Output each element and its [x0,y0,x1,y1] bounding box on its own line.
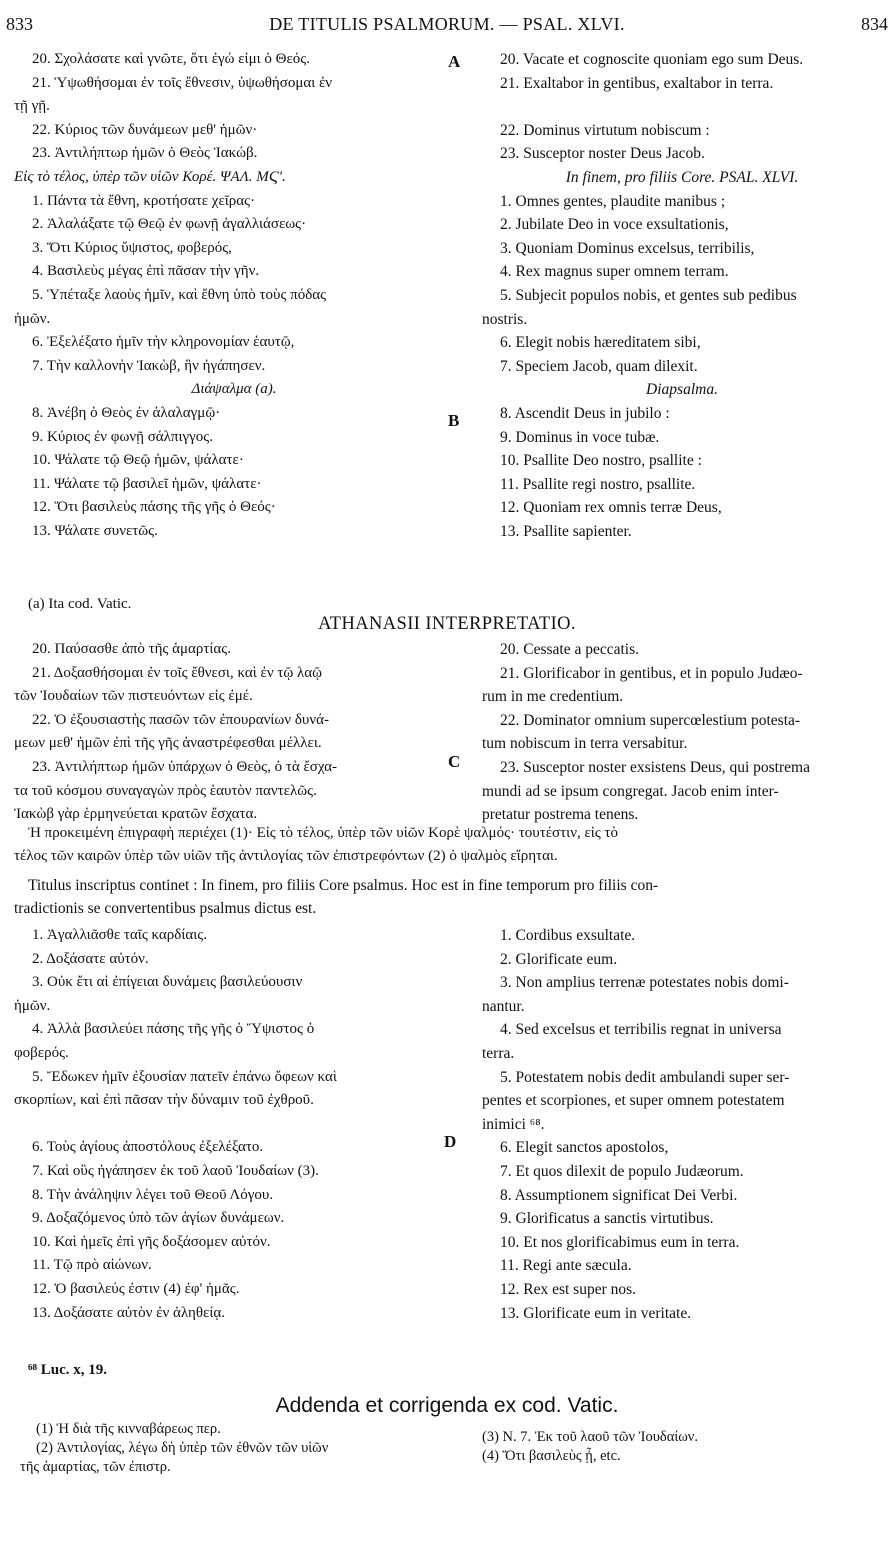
latin-interp-line: 20. Cessate a peccatis. [500,641,640,658]
addenda-item: (3) N. 7. Ἐκ τοῦ λαοῦ τῶν Ἰουδαίων. [482,1429,698,1445]
greek-column-2 [14,924,457,1325]
greek-verse: 7. Καὶ οὓς ἠγάπησεν ἐκ τοῦ λαοῦ Ἰουδαίων (3). [32,1162,319,1179]
greek-verse: 5. Ὑπέταξε λαοὺς ἡμῖν, καὶ ἔθνη ὑπὸ τοὺς πόδας [32,286,327,303]
latin-verse: 10. Psallite Deo nostro, psallite : [500,452,702,470]
latin-verse: 8. Assumptionem significat Dei Verbi. [500,1186,738,1204]
greek-verse: 11. Ψάλατε τῷ βασιλεῖ ἡμῶν, ψάλατε· [32,475,262,492]
note-a: (a) Ita cod. Vatic. [28,596,132,612]
margin-marker-a: A [448,52,461,71]
greek-interp-line: 22. Ὁ ἐξουσιαστὴς πασῶν τῶν ἐπουρανίων δυνά- [32,711,329,728]
greek-interp-line: μεων μεθ' ἡμῶν ἐπὶ τῆς γῆς ἀναστρέφεσθαι μέλλει. [14,735,322,752]
greek-verse: 21. Ὑψωθήσομαι ἐν τοῖς ἔθνεσιν, ὑψωθήσομαι ἐν [32,74,333,91]
addenda-item-cont: τῆς ἁμαρτίας, τῶν ἐπιστρ. [20,1459,171,1475]
greek-interp-line: τῶν Ἰουδαίων τῶν πιστευόντων εἰς ἐμέ. [14,688,253,705]
greek-interpretation-column [14,638,454,827]
latin-verse: 3. Non amplius terrenæ potestates nobis domi- [500,974,789,992]
latin-verse: 9. Dominus in voce tubæ. [500,428,660,446]
latin-interp-line: 23. Susceptor noster exsistens Deus, qui postrema [500,758,810,776]
latin-verse: 21. Exaltabor in gentibus, exaltabor in terra. [500,74,774,92]
greek-verse: 23. Ἀντιλήπτωρ ἡμῶν ὁ Θεὸς Ἰακώβ. [32,145,258,162]
latin-interpretation-column [482,638,882,827]
latin-interp-line: 21. Glorificabor in gentibus, et in populo Judæo- [500,664,803,682]
latin-verse: 12. Quoniam rex omnis terræ Deus, [500,499,722,517]
addenda-item: (1) Ἡ διὰ τῆς κινναβάρεως περ. [36,1421,221,1437]
latin-spacer [482,95,882,119]
addenda-item: (4) Ὅτι βασιλεὺς ᾖ, etc. [482,1448,621,1464]
addenda-left [20,1420,328,1477]
greek-column [14,48,454,543]
greek-verse: 9. Δοξαζόμενος ὑπὸ τῶν ἁγίων δυνάμεων. [32,1210,285,1227]
latin-verse: 8. Ascendit Deus in jubilo : [500,404,670,422]
latin-interp-line: tum nobiscum in terra versabitur. [482,735,688,753]
latin-verse: 7. Et quos dilexit de populo Judæorum. [500,1162,744,1180]
greek-verse: 10. Καὶ ἡμεῖς ἐπὶ γῆς δοξάσομεν αὐτόν. [32,1233,271,1250]
latin-verse: 6. Elegit nobis hæreditatem sibi, [500,334,701,352]
addenda-item: (2) Ἀντιλογίας, λέγω δὴ ὑπὲρ τῶν ἐθνῶν τῶν υἱῶν [36,1440,329,1456]
greek-verse: 8. Ἀνέβη ὁ Θεὸς ἐν ἀλαλαγμῷ· [32,404,221,421]
latin-interp-line: rum in me credentium. [482,688,624,706]
latin-verse: 20. Vacate et cognoscite quoniam ego sum Deus. [500,51,804,68]
latin-commentary [14,874,880,920]
latin-verse: 3. Quoniam Dominus excelsus, terribilis, [500,239,755,257]
greek-interp-line: 21. Δοξασθήσομαι ἐν τοῖς ἔθνεσι, καὶ ἐν τῷ λαῷ [32,664,323,681]
greek-verse-cont: ἡμῶν. [14,997,51,1014]
latin-column-2 [482,924,882,1325]
latin-verse: 2. Jubilate Deo in voce exsultationis, [500,216,729,234]
section-heading: ATHANASII INTERPRETATIO. [318,614,576,634]
latin-verse-cont: nantur. [482,997,525,1015]
latin-verse: 11. Regi ante sæcula. [500,1257,632,1275]
latin-verse: 10. Et nos glorificabimus eum in terra. [500,1233,740,1251]
latin-verse: 13. Psallite sapienter. [500,522,632,540]
latin-verse: 11. Psallite regi nostro, psallite. [500,475,696,493]
greek-spacer [14,1113,454,1137]
latin-verse-cont: terra. [482,1044,515,1062]
latin-commentary-line: Titulus inscriptus continet : In finem, pro filiis Core psalmus. Hoc est in fine temporum pro filiis con- [28,877,659,894]
greek-verse: 10. Ψάλατε τῷ Θεῷ ἡμῶν, ψάλατε· [32,452,244,469]
footnote-68: ⁶⁸ Luc. x, 19. [28,1362,107,1378]
latin-verse: 9. Glorificatus a sanctis virtutibus. [500,1210,714,1228]
latin-verse: 12. Rex est super nos. [500,1280,637,1298]
addenda-right [482,1428,698,1466]
greek-verse: 13. Ψάλατε συνετῶς. [32,522,158,539]
page-number-right: 834 [861,14,888,34]
latin-verse: 1. Omnes gentes, plaudite manibus ; [500,192,726,210]
greek-verse-cont: ἡμῶν. [14,310,51,327]
margin-marker-c: C [448,752,461,771]
page-number-left: 833 [6,14,33,34]
latin-verse-cont: pentes et scorpiones, et super omnem potestatem [482,1092,785,1110]
latin-interp-line: 22. Dominator omnium supercœlestium potesta- [500,711,801,729]
greek-verse-cont: σκορπίων, καὶ ἐπὶ πᾶσαν τὴν δύναμιν τοῦ ἐχθροῦ. [14,1092,314,1109]
latin-column [482,48,882,543]
greek-verse-cont: φοβερός. [14,1044,69,1061]
greek-verse: 1. Ἀγαλλιᾶσθε ταῖς καρδίαις. [32,927,207,943]
greek-verse: 1. Πάντα τὰ ἔθνη, κροτήσατε χεῖρας· [32,192,256,209]
greek-verse: 22. Κύριος τῶν δυνάμεων μεθ' ἡμῶν· [32,121,258,138]
greek-verse: 3. Ὅτι Κύριος ὕψιστος, φοβερός, [32,239,232,256]
latin-verse: 1. Cordibus exsultate. [500,927,636,944]
latin-verse: 4. Rex magnus super omnem terram. [500,263,729,281]
greek-verse: 12. Ὁ βασιλεύς ἐστιν (4) ἐφ' ἡμᾶς. [32,1280,240,1297]
greek-verse: 2. Δοξάσατε αὐτόν. [32,950,149,967]
greek-verse-cont: τῇ γῇ. [14,98,50,115]
greek-verse: 5. Ἔδωκεν ἡμῖν ἐξουσίαν πατεῖν ἐπάνω ὄφεων καὶ [32,1068,337,1085]
greek-interp-line: Ἰακὼβ γὰρ ἑρμηνεύεται κρατῶν ἔσχατα. [14,806,258,823]
greek-interp-line: 23. Ἀντιλήπτωρ ἡμῶν ὑπάρχων ὁ Θεὸς, ὁ τὰ ἔσχα- [32,758,338,775]
greek-verse: 6. Τοὺς ἁγίους ἀποστόλους ἐξελέξατο. [32,1139,264,1156]
greek-interp-line: 20. Παύσασθε ἀπὸ τῆς ἁμαρτίας. [32,641,231,657]
latin-verse: 6. Elegit sanctos apostolos, [500,1139,669,1157]
latin-verse-cont: nostris. [482,310,528,328]
page-header [0,14,894,40]
greek-verse: 8. Τὴν ἀνάληψιν λέγει τοῦ Θεοῦ Λόγου. [32,1186,274,1203]
latin-verse: 7. Speciem Jacob, quam dilexit. [500,357,698,375]
greek-verse: 4. Βασιλεὺς μέγας ἐπὶ πᾶσαν τὴν γῆν. [32,263,260,280]
running-title: DE TITULIS PSALMORUM. — PSAL. XLVI. [269,14,625,34]
greek-verse: 3. Οὐκ ἔτι αἱ ἐπίγειαι δυνάμεις βασιλεύουσιν [32,974,303,991]
latin-psalm-title: In finem, pro filiis Core. PSAL. XLVI. [565,168,799,186]
greek-commentary [14,822,880,868]
greek-commentary-line: τέλος τῶν καιρῶν ὑπὲρ τῶν υἱῶν τῆς ἀντιλογίας τῶν ἐπιστρεφόντων (2) ὁ ψαλμὸς εἴρηται. [14,848,558,864]
addenda-title: Addenda et corrigenda ex cod. Vatic. [275,1394,619,1417]
latin-verse: 5. Potestatem nobis dedit ambulandi super ser- [500,1068,790,1086]
latin-verse: 13. Glorificate eum in veritate. [500,1304,692,1322]
margin-marker-d: D [444,1132,457,1151]
greek-interp-line: τα τοῦ κόσμου συναγαγὼν πρὸς ἑαυτὸν παντελῶς. [14,782,317,799]
latin-verse: 4. Sed excelsus et terribilis regnat in universa [500,1021,782,1039]
greek-verse: 7. Τὴν καλλονὴν Ἰακὼβ, ἣν ἠγάπησεν. [32,357,266,374]
latin-interp-line: pretatur postrema tenens. [482,806,639,824]
greek-verse: 9. Κύριος ἐν φωνῇ σάλπιγγος. [32,428,213,445]
latin-verse-cont: inimici ⁶⁸. [482,1115,545,1133]
latin-interp-line: mundi ad se ipsum congregat. Jacob enim inter- [482,782,779,800]
latin-verse: 22. Dominus virtutum nobiscum : [500,121,710,139]
margin-marker-b: B [448,411,460,430]
latin-diapsalma: Diapsalma. [646,381,718,399]
greek-verse: 2. Ἀλαλάξατε τῷ Θεῷ ἐν φωνῇ ἀγαλλιάσεως· [32,216,307,233]
greek-commentary-line: Ἡ προκειμένη ἐπιγραφὴ περιέχει (1)· Εἰς τὸ τέλος, ὑπὲρ τῶν υἱῶν Κορὲ ψαλμός· τουτέστιν, εἰς τὸ [28,825,619,841]
latin-verse: 2. Glorificate eum. [500,950,618,968]
greek-verse: 20. Σχολάσατε καὶ γνῶτε, ὅτι ἐγώ εἰμι ὁ Θεός. [32,51,310,67]
greek-psalm-title: Εἰς τὸ τέλος, ὑπὲρ τῶν υἱῶν Κορέ. ΨΑΛ. ΜϚ'. [14,168,286,185]
latin-commentary-line: tradictionis se convertentibus psalmus dictus est. [14,900,317,917]
latin-verse: 5. Subjecit populos nobis, et gentes sub pedibus [500,286,797,304]
greek-verse: 12. Ὅτι βασιλεὺς πάσης τῆς γῆς ὁ Θεός· [32,499,276,516]
greek-verse: 4. Ἀλλὰ βασιλεύει πάσης τῆς γῆς ὁ Ὕψιστος ὁ [32,1021,315,1038]
greek-verse: 11. Τῷ πρὸ αἰώνων. [32,1257,152,1274]
greek-verse: 6. Ἐξελέξατο ἡμῖν τὴν κληρονομίαν ἑαυτῷ, [32,334,295,351]
greek-diapsalma: Διάψαλμα (a). [191,381,277,398]
greek-verse: 13. Δοξάσατε αὐτὸν ἐν ἀληθείᾳ. [32,1304,225,1321]
latin-verse: 23. Susceptor noster Deus Jacob. [500,145,705,163]
